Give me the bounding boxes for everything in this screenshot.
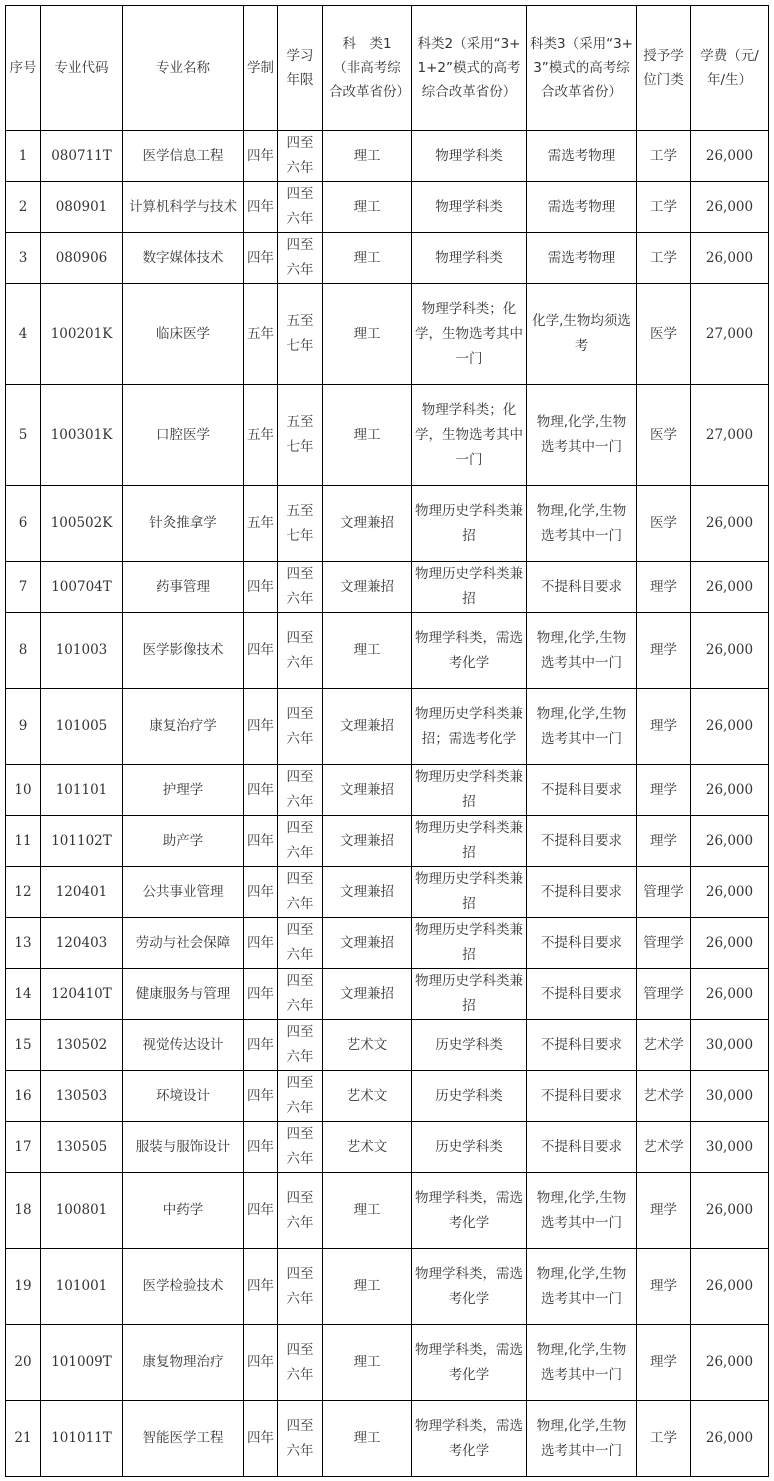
cell-duration: 四年	[244, 1071, 278, 1122]
cell-duration: 四年	[244, 1249, 278, 1325]
cell-tuition: 26,000	[691, 1173, 769, 1249]
cell-category-1: 文理兼招	[323, 765, 412, 816]
cell-degree: 管理学	[637, 918, 691, 969]
cell-major-code: 080906	[41, 233, 123, 284]
cell-index: 16	[6, 1071, 41, 1122]
cell-major-name: 医学检验技术	[123, 1249, 244, 1325]
cell-major-code: 101005	[41, 689, 123, 765]
cell-category-3: 不提科目要求	[527, 1071, 637, 1122]
cell-category-1: 理工	[323, 385, 412, 486]
cell-study-years: 四至六年	[278, 1401, 323, 1477]
cell-major-code: 101003	[41, 613, 123, 689]
cell-category-1: 理工	[323, 613, 412, 689]
cell-major-code: 101101	[41, 765, 123, 816]
table-row	[6, 486, 769, 562]
cell-degree: 理学	[637, 765, 691, 816]
cell-index: 3	[6, 233, 41, 284]
cell-duration: 四年	[244, 233, 278, 284]
cell-degree: 医学	[637, 385, 691, 486]
cell-index: 9	[6, 689, 41, 765]
cell-major-name: 公共事业管理	[123, 867, 244, 918]
cell-category-3: 不提科目要求	[527, 765, 637, 816]
cell-category-2: 物理历史学科类兼招	[412, 562, 527, 613]
cell-tuition: 26,000	[691, 182, 769, 233]
table-row	[6, 182, 769, 233]
table-header-row	[6, 6, 769, 131]
cell-major-code: 100201K	[41, 284, 123, 385]
table-row	[6, 816, 769, 867]
cell-category-1: 理工	[323, 1249, 412, 1325]
cell-index: 20	[6, 1325, 41, 1401]
cell-category-2: 物理学科类，需选考化学	[412, 1173, 527, 1249]
cell-degree: 医学	[637, 486, 691, 562]
table-row	[6, 562, 769, 613]
cell-duration: 四年	[244, 131, 278, 182]
cell-degree: 艺术学	[637, 1020, 691, 1071]
cell-category-2: 物理学科类，需选考化学	[412, 1249, 527, 1325]
cell-duration: 五年	[244, 486, 278, 562]
cell-category-1: 文理兼招	[323, 867, 412, 918]
cell-tuition: 26,000	[691, 689, 769, 765]
table-row	[6, 131, 769, 182]
cell-category-1: 艺术文	[323, 1122, 412, 1173]
cell-major-code: 130503	[41, 1071, 123, 1122]
cell-index: 4	[6, 284, 41, 385]
cell-category-2: 物理学科类	[412, 131, 527, 182]
cell-duration: 四年	[244, 1173, 278, 1249]
cell-tuition: 26,000	[691, 1325, 769, 1401]
header-category-1: 科 类1（非高考综合改革省份）	[323, 6, 412, 131]
cell-degree: 工学	[637, 233, 691, 284]
cell-category-1: 理工	[323, 131, 412, 182]
cell-category-3: 物理,化学,生物选考其中一门	[527, 1249, 637, 1325]
cell-major-code: 080901	[41, 182, 123, 233]
header-study-years: 学习年限	[278, 6, 323, 131]
header-category-3: 科类3（采用“3+3”模式的高考综合改革省份）	[527, 6, 637, 131]
cell-category-3: 不提科目要求	[527, 562, 637, 613]
cell-category-2: 物理学科类，需选考化学	[412, 1325, 527, 1401]
cell-duration: 四年	[244, 1020, 278, 1071]
cell-major-code: 080711T	[41, 131, 123, 182]
cell-study-years: 四至六年	[278, 765, 323, 816]
table-row	[6, 613, 769, 689]
cell-major-name: 健康服务与管理	[123, 969, 244, 1020]
cell-major-name: 劳动与社会保障	[123, 918, 244, 969]
header-category-2: 科类2（采用“3+1+2”模式的高考综合改革省份）	[412, 6, 527, 131]
cell-study-years: 四至六年	[278, 1020, 323, 1071]
table-row	[6, 765, 769, 816]
cell-index: 11	[6, 816, 41, 867]
cell-category-1: 理工	[323, 1325, 412, 1401]
table-row	[6, 918, 769, 969]
cell-category-1: 文理兼招	[323, 816, 412, 867]
majors-table	[5, 5, 769, 1477]
cell-study-years: 五至七年	[278, 385, 323, 486]
cell-index: 2	[6, 182, 41, 233]
cell-degree: 艺术学	[637, 1122, 691, 1173]
cell-degree: 医学	[637, 284, 691, 385]
cell-degree: 管理学	[637, 969, 691, 1020]
cell-index: 19	[6, 1249, 41, 1325]
cell-category-3: 不提科目要求	[527, 969, 637, 1020]
cell-category-1: 理工	[323, 284, 412, 385]
cell-duration: 五年	[244, 284, 278, 385]
cell-duration: 四年	[244, 1122, 278, 1173]
cell-major-name: 医学影像技术	[123, 613, 244, 689]
cell-study-years: 四至六年	[278, 233, 323, 284]
cell-duration: 五年	[244, 385, 278, 486]
cell-study-years: 五至七年	[278, 284, 323, 385]
cell-category-3: 物理,化学,生物选考其中一门	[527, 689, 637, 765]
cell-category-2: 物理学科类；化学，生物选考其中一门	[412, 385, 527, 486]
cell-index: 1	[6, 131, 41, 182]
cell-tuition: 27,000	[691, 385, 769, 486]
cell-study-years: 四至六年	[278, 867, 323, 918]
cell-category-2: 物理历史学科类兼招	[412, 486, 527, 562]
cell-category-2: 物理学科类；化学，生物选考其中一门	[412, 284, 527, 385]
cell-major-name: 助产学	[123, 816, 244, 867]
header-major-name: 专业名称	[123, 6, 244, 131]
table-row	[6, 867, 769, 918]
cell-category-3: 化学,生物均须选考	[527, 284, 637, 385]
cell-major-name: 口腔医学	[123, 385, 244, 486]
cell-tuition: 26,000	[691, 969, 769, 1020]
cell-degree: 管理学	[637, 867, 691, 918]
cell-category-3: 物理,化学,生物选考其中一门	[527, 613, 637, 689]
cell-degree: 理学	[637, 689, 691, 765]
cell-category-3: 需选考物理	[527, 131, 637, 182]
cell-tuition: 26,000	[691, 1401, 769, 1477]
cell-category-3: 物理,化学,生物选考其中一门	[527, 1325, 637, 1401]
cell-major-name: 护理学	[123, 765, 244, 816]
cell-tuition: 30,000	[691, 1071, 769, 1122]
header-tuition: 学费（元/年/生）	[691, 6, 769, 131]
cell-duration: 四年	[244, 562, 278, 613]
cell-tuition: 26,000	[691, 562, 769, 613]
cell-tuition: 30,000	[691, 1020, 769, 1071]
cell-major-name: 服装与服饰设计	[123, 1122, 244, 1173]
cell-major-name: 针灸推拿学	[123, 486, 244, 562]
cell-major-code: 130502	[41, 1020, 123, 1071]
cell-degree: 理学	[637, 1173, 691, 1249]
cell-duration: 四年	[244, 689, 278, 765]
cell-study-years: 四至六年	[278, 1325, 323, 1401]
cell-category-1: 理工	[323, 182, 412, 233]
header-index: 序号	[6, 6, 41, 131]
cell-category-2: 物理学科类	[412, 233, 527, 284]
cell-major-code: 100502K	[41, 486, 123, 562]
cell-index: 5	[6, 385, 41, 486]
table-row	[6, 1325, 769, 1401]
cell-index: 12	[6, 867, 41, 918]
cell-duration: 四年	[244, 867, 278, 918]
cell-category-2: 物理历史学科类兼招	[412, 969, 527, 1020]
cell-major-name: 智能医学工程	[123, 1401, 244, 1477]
cell-major-name: 医学信息工程	[123, 131, 244, 182]
table-row	[6, 385, 769, 486]
cell-index: 10	[6, 765, 41, 816]
cell-category-2: 历史学科类	[412, 1122, 527, 1173]
cell-major-name: 中药学	[123, 1173, 244, 1249]
cell-tuition: 26,000	[691, 613, 769, 689]
cell-major-code: 120403	[41, 918, 123, 969]
cell-major-code: 120410T	[41, 969, 123, 1020]
cell-tuition: 26,000	[691, 867, 769, 918]
cell-study-years: 四至六年	[278, 1122, 323, 1173]
cell-major-name: 计算机科学与技术	[123, 182, 244, 233]
cell-degree: 理学	[637, 816, 691, 867]
cell-category-2: 物理学科类	[412, 182, 527, 233]
table-row	[6, 233, 769, 284]
cell-major-code: 130505	[41, 1122, 123, 1173]
cell-category-2: 历史学科类	[412, 1020, 527, 1071]
cell-tuition: 26,000	[691, 131, 769, 182]
cell-duration: 四年	[244, 1401, 278, 1477]
cell-category-1: 艺术文	[323, 1020, 412, 1071]
cell-index: 8	[6, 613, 41, 689]
table-row	[6, 1401, 769, 1477]
cell-tuition: 26,000	[691, 816, 769, 867]
cell-major-code: 101009T	[41, 1325, 123, 1401]
cell-category-3: 需选考物理	[527, 233, 637, 284]
page	[5, 5, 769, 1477]
cell-study-years: 四至六年	[278, 613, 323, 689]
cell-category-1: 理工	[323, 1401, 412, 1477]
cell-study-years: 五至七年	[278, 486, 323, 562]
cell-index: 15	[6, 1020, 41, 1071]
table-row	[6, 284, 769, 385]
cell-category-1: 文理兼招	[323, 969, 412, 1020]
table-row	[6, 1249, 769, 1325]
cell-major-name: 药事管理	[123, 562, 244, 613]
cell-tuition: 27,000	[691, 284, 769, 385]
cell-category-2: 物理历史学科类兼招；需选考化学	[412, 689, 527, 765]
cell-major-code: 101011T	[41, 1401, 123, 1477]
cell-category-2: 物理历史学科类兼招	[412, 918, 527, 969]
cell-index: 7	[6, 562, 41, 613]
table-row	[6, 1173, 769, 1249]
cell-duration: 四年	[244, 1325, 278, 1401]
cell-category-1: 理工	[323, 1173, 412, 1249]
cell-study-years: 四至六年	[278, 131, 323, 182]
cell-major-code: 100704T	[41, 562, 123, 613]
cell-degree: 艺术学	[637, 1071, 691, 1122]
table-body	[6, 131, 769, 1477]
cell-category-3: 不提科目要求	[527, 1020, 637, 1071]
cell-degree: 工学	[637, 182, 691, 233]
cell-degree: 理学	[637, 1249, 691, 1325]
cell-duration: 四年	[244, 969, 278, 1020]
cell-degree: 工学	[637, 131, 691, 182]
cell-major-name: 临床医学	[123, 284, 244, 385]
header-degree: 授予学位门类	[637, 6, 691, 131]
table-row	[6, 969, 769, 1020]
cell-tuition: 26,000	[691, 233, 769, 284]
cell-tuition: 30,000	[691, 1122, 769, 1173]
cell-category-3: 不提科目要求	[527, 867, 637, 918]
cell-category-3: 不提科目要求	[527, 1122, 637, 1173]
cell-study-years: 四至六年	[278, 1173, 323, 1249]
cell-category-1: 艺术文	[323, 1071, 412, 1122]
cell-index: 14	[6, 969, 41, 1020]
cell-index: 17	[6, 1122, 41, 1173]
cell-major-code: 101001	[41, 1249, 123, 1325]
cell-category-2: 物理学科类，需选考化学	[412, 613, 527, 689]
cell-tuition: 26,000	[691, 1249, 769, 1325]
cell-major-code: 101102T	[41, 816, 123, 867]
cell-study-years: 四至六年	[278, 1249, 323, 1325]
table-row	[6, 1122, 769, 1173]
table-row	[6, 689, 769, 765]
cell-major-name: 环境设计	[123, 1071, 244, 1122]
cell-index: 21	[6, 1401, 41, 1477]
cell-category-3: 物理,化学,生物选考其中一门	[527, 385, 637, 486]
cell-category-1: 理工	[323, 233, 412, 284]
cell-major-name: 视觉传达设计	[123, 1020, 244, 1071]
cell-category-2: 物理学科类，需选考化学	[412, 1401, 527, 1477]
cell-degree: 理学	[637, 562, 691, 613]
cell-major-code: 100801	[41, 1173, 123, 1249]
cell-category-1: 文理兼招	[323, 918, 412, 969]
cell-category-3: 物理,化学,生物选考其中一门	[527, 1401, 637, 1477]
cell-major-name: 康复治疗学	[123, 689, 244, 765]
cell-duration: 四年	[244, 765, 278, 816]
cell-category-1: 文理兼招	[323, 562, 412, 613]
cell-degree: 工学	[637, 1401, 691, 1477]
cell-study-years: 四至六年	[278, 816, 323, 867]
cell-duration: 四年	[244, 613, 278, 689]
cell-tuition: 26,000	[691, 486, 769, 562]
cell-study-years: 四至六年	[278, 1071, 323, 1122]
cell-study-years: 四至六年	[278, 689, 323, 765]
cell-degree: 理学	[637, 1325, 691, 1401]
cell-index: 13	[6, 918, 41, 969]
cell-study-years: 四至六年	[278, 918, 323, 969]
cell-degree: 理学	[637, 613, 691, 689]
header-major-code: 专业代码	[41, 6, 123, 131]
cell-study-years: 四至六年	[278, 562, 323, 613]
cell-duration: 四年	[244, 182, 278, 233]
cell-index: 18	[6, 1173, 41, 1249]
cell-tuition: 26,000	[691, 918, 769, 969]
cell-duration: 四年	[244, 918, 278, 969]
cell-major-name: 数字媒体技术	[123, 233, 244, 284]
cell-study-years: 四至六年	[278, 182, 323, 233]
cell-study-years: 四至六年	[278, 969, 323, 1020]
cell-major-code: 100301K	[41, 385, 123, 486]
cell-major-name: 康复物理治疗	[123, 1325, 244, 1401]
cell-category-3: 需选考物理	[527, 182, 637, 233]
table-row	[6, 1020, 769, 1071]
cell-category-1: 文理兼招	[323, 486, 412, 562]
cell-category-2: 物理历史学科类兼招	[412, 765, 527, 816]
cell-major-code: 120401	[41, 867, 123, 918]
cell-duration: 四年	[244, 816, 278, 867]
cell-category-2: 物理历史学科类兼招	[412, 816, 527, 867]
cell-category-2: 物理历史学科类兼招	[412, 867, 527, 918]
header-duration: 学制	[244, 6, 278, 131]
cell-category-3: 物理,化学,生物选考其中一门	[527, 1173, 637, 1249]
cell-category-2: 历史学科类	[412, 1071, 527, 1122]
cell-category-3: 不提科目要求	[527, 816, 637, 867]
table-row	[6, 1071, 769, 1122]
cell-tuition: 26,000	[691, 765, 769, 816]
cell-category-3: 物理,化学,生物选考其中一门	[527, 486, 637, 562]
cell-category-1: 文理兼招	[323, 689, 412, 765]
cell-category-3: 不提科目要求	[527, 918, 637, 969]
cell-index: 6	[6, 486, 41, 562]
